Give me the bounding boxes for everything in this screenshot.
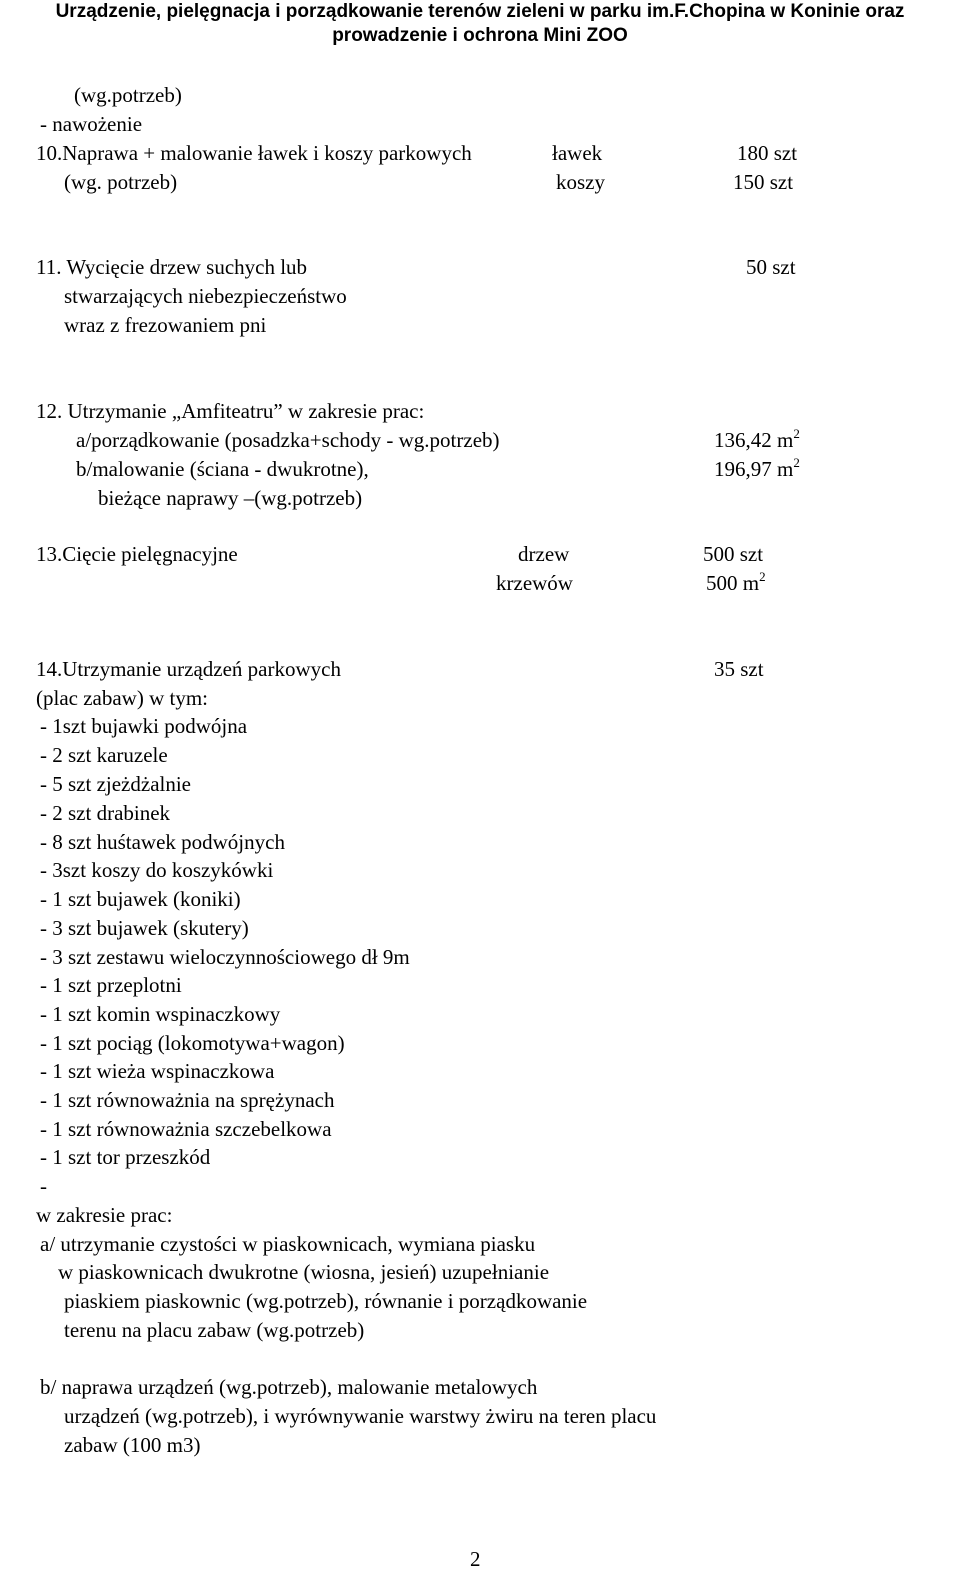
list-item: - 1 szt wieża wspinaczkowa (40, 1059, 275, 1083)
list-item: - 2 szt drabinek (40, 801, 171, 825)
item12-b-qty: 196,97 $m^2$ (714, 455, 800, 481)
item14-qty: 35 szt (714, 657, 764, 681)
list-item: - 1szt bujawki podwójna (40, 714, 248, 738)
list-item: - 1 szt tor przeszkód (40, 1145, 211, 1169)
item12-a-qty: 136,42 $m^2$ (714, 426, 800, 452)
item10-qty2: 150 szt (733, 170, 794, 194)
header-line-2: prowadzenie i ochrona Mini ZOO (332, 25, 628, 46)
item14-a-line-2: w piaskownicach dwukrotne (wiosna, jesień) uzupełnianie (58, 1260, 550, 1284)
item13-unit2: krzewów (496, 571, 573, 595)
item10-unit2: koszy (556, 170, 605, 194)
list-item: - 1 szt przeplotni (40, 973, 182, 997)
item11-qty: 50 szt (746, 255, 796, 279)
item14-sub: (plac zabaw) w tym: (36, 686, 209, 710)
list-item: - 2 szt karuzele (40, 743, 168, 767)
item10-qty1: 180 szt (737, 141, 798, 165)
item12-b: b/malowanie (ściana - dwukrotne), (76, 457, 369, 481)
item14-title: 14.Utrzymanie urządzeń parkowych (36, 657, 341, 681)
list-item: - 3 szt bujawek (skutery) (40, 916, 249, 940)
item14-b-line-1: b/ naprawa urządzeń (wg.potrzeb), malowanie metalowych (40, 1375, 538, 1399)
item14-a-line-1: a/ utrzymanie czystości w piaskownicach, wymiana piasku (40, 1232, 536, 1256)
item10-unit1: ławek (552, 141, 603, 165)
item13-qty1: 500 szt (703, 542, 764, 566)
page-number: 2 (470, 1547, 481, 1571)
item14-a-line-3: piaskiem piaskownic (wg.potrzeb), równanie i porządkowanie (64, 1289, 588, 1313)
list-item: - 1 szt komin wspinaczkowy (40, 1002, 281, 1026)
top-line-1: (wg.potrzeb) (74, 83, 182, 107)
item10-title: 10.Naprawa + malowanie ławek i koszy parkowych (36, 141, 472, 165)
list-item: - 5 szt zjeżdżalnie (40, 772, 191, 796)
item12-a: a/porządkowanie (posadzka+schody - wg.potrzeb) (76, 428, 500, 452)
item12-c: bieżące naprawy –(wg.potrzeb) (98, 486, 363, 510)
list-item: - 3szt koszy do koszykówki (40, 858, 274, 882)
list-item: - 1 szt równoważnia na sprężynach (40, 1088, 335, 1112)
item12-title: 12. Utrzymanie „Amfiteatru” w zakresie prac: (36, 399, 425, 423)
top-line-2: - nawożenie (40, 112, 143, 136)
list-item: - (40, 1174, 47, 1198)
item11-line-3: wraz z frezowaniem pni (64, 313, 267, 337)
item13-title: 13.Cięcie pielęgnacyjne (36, 542, 238, 566)
list-item: - 8 szt huśtawek podwójnych (40, 830, 285, 854)
list-item: - 1 szt bujawek (koniki) (40, 887, 241, 911)
list-item: - 1 szt pociąg (lokomotywa+wagon) (40, 1031, 345, 1055)
list-item: - 1 szt równoważnia szczebelkowa (40, 1117, 332, 1141)
item14-scope: w zakresie prac: (36, 1203, 173, 1227)
header-line-1: Urządzenie, pielęgnacja i porządkowanie terenów zieleni w parku im.F.Chopina w Koninie oraz (55, 1, 905, 22)
item13-unit1: drzew (518, 542, 570, 566)
list-item: - 3 szt zestawu wieloczynnościowego dł 9m (40, 945, 410, 969)
item11-line-1: 11. Wycięcie drzew suchych lub (36, 255, 308, 279)
item14-b-line-3: zabaw (100 m3) (64, 1433, 201, 1457)
item14-a-line-4: terenu na placu zabaw (wg.potrzeb) (64, 1318, 365, 1342)
item11-line-2: stwarzających niebezpieczeństwo (64, 284, 347, 308)
item14-b-line-2: urządzeń (wg.potrzeb), i wyrównywanie warstwy żwiru na teren placu (64, 1404, 657, 1428)
item10-sub: (wg. potrzeb) (64, 170, 178, 194)
item13-qty2: 500 $m^2$ (706, 569, 766, 595)
